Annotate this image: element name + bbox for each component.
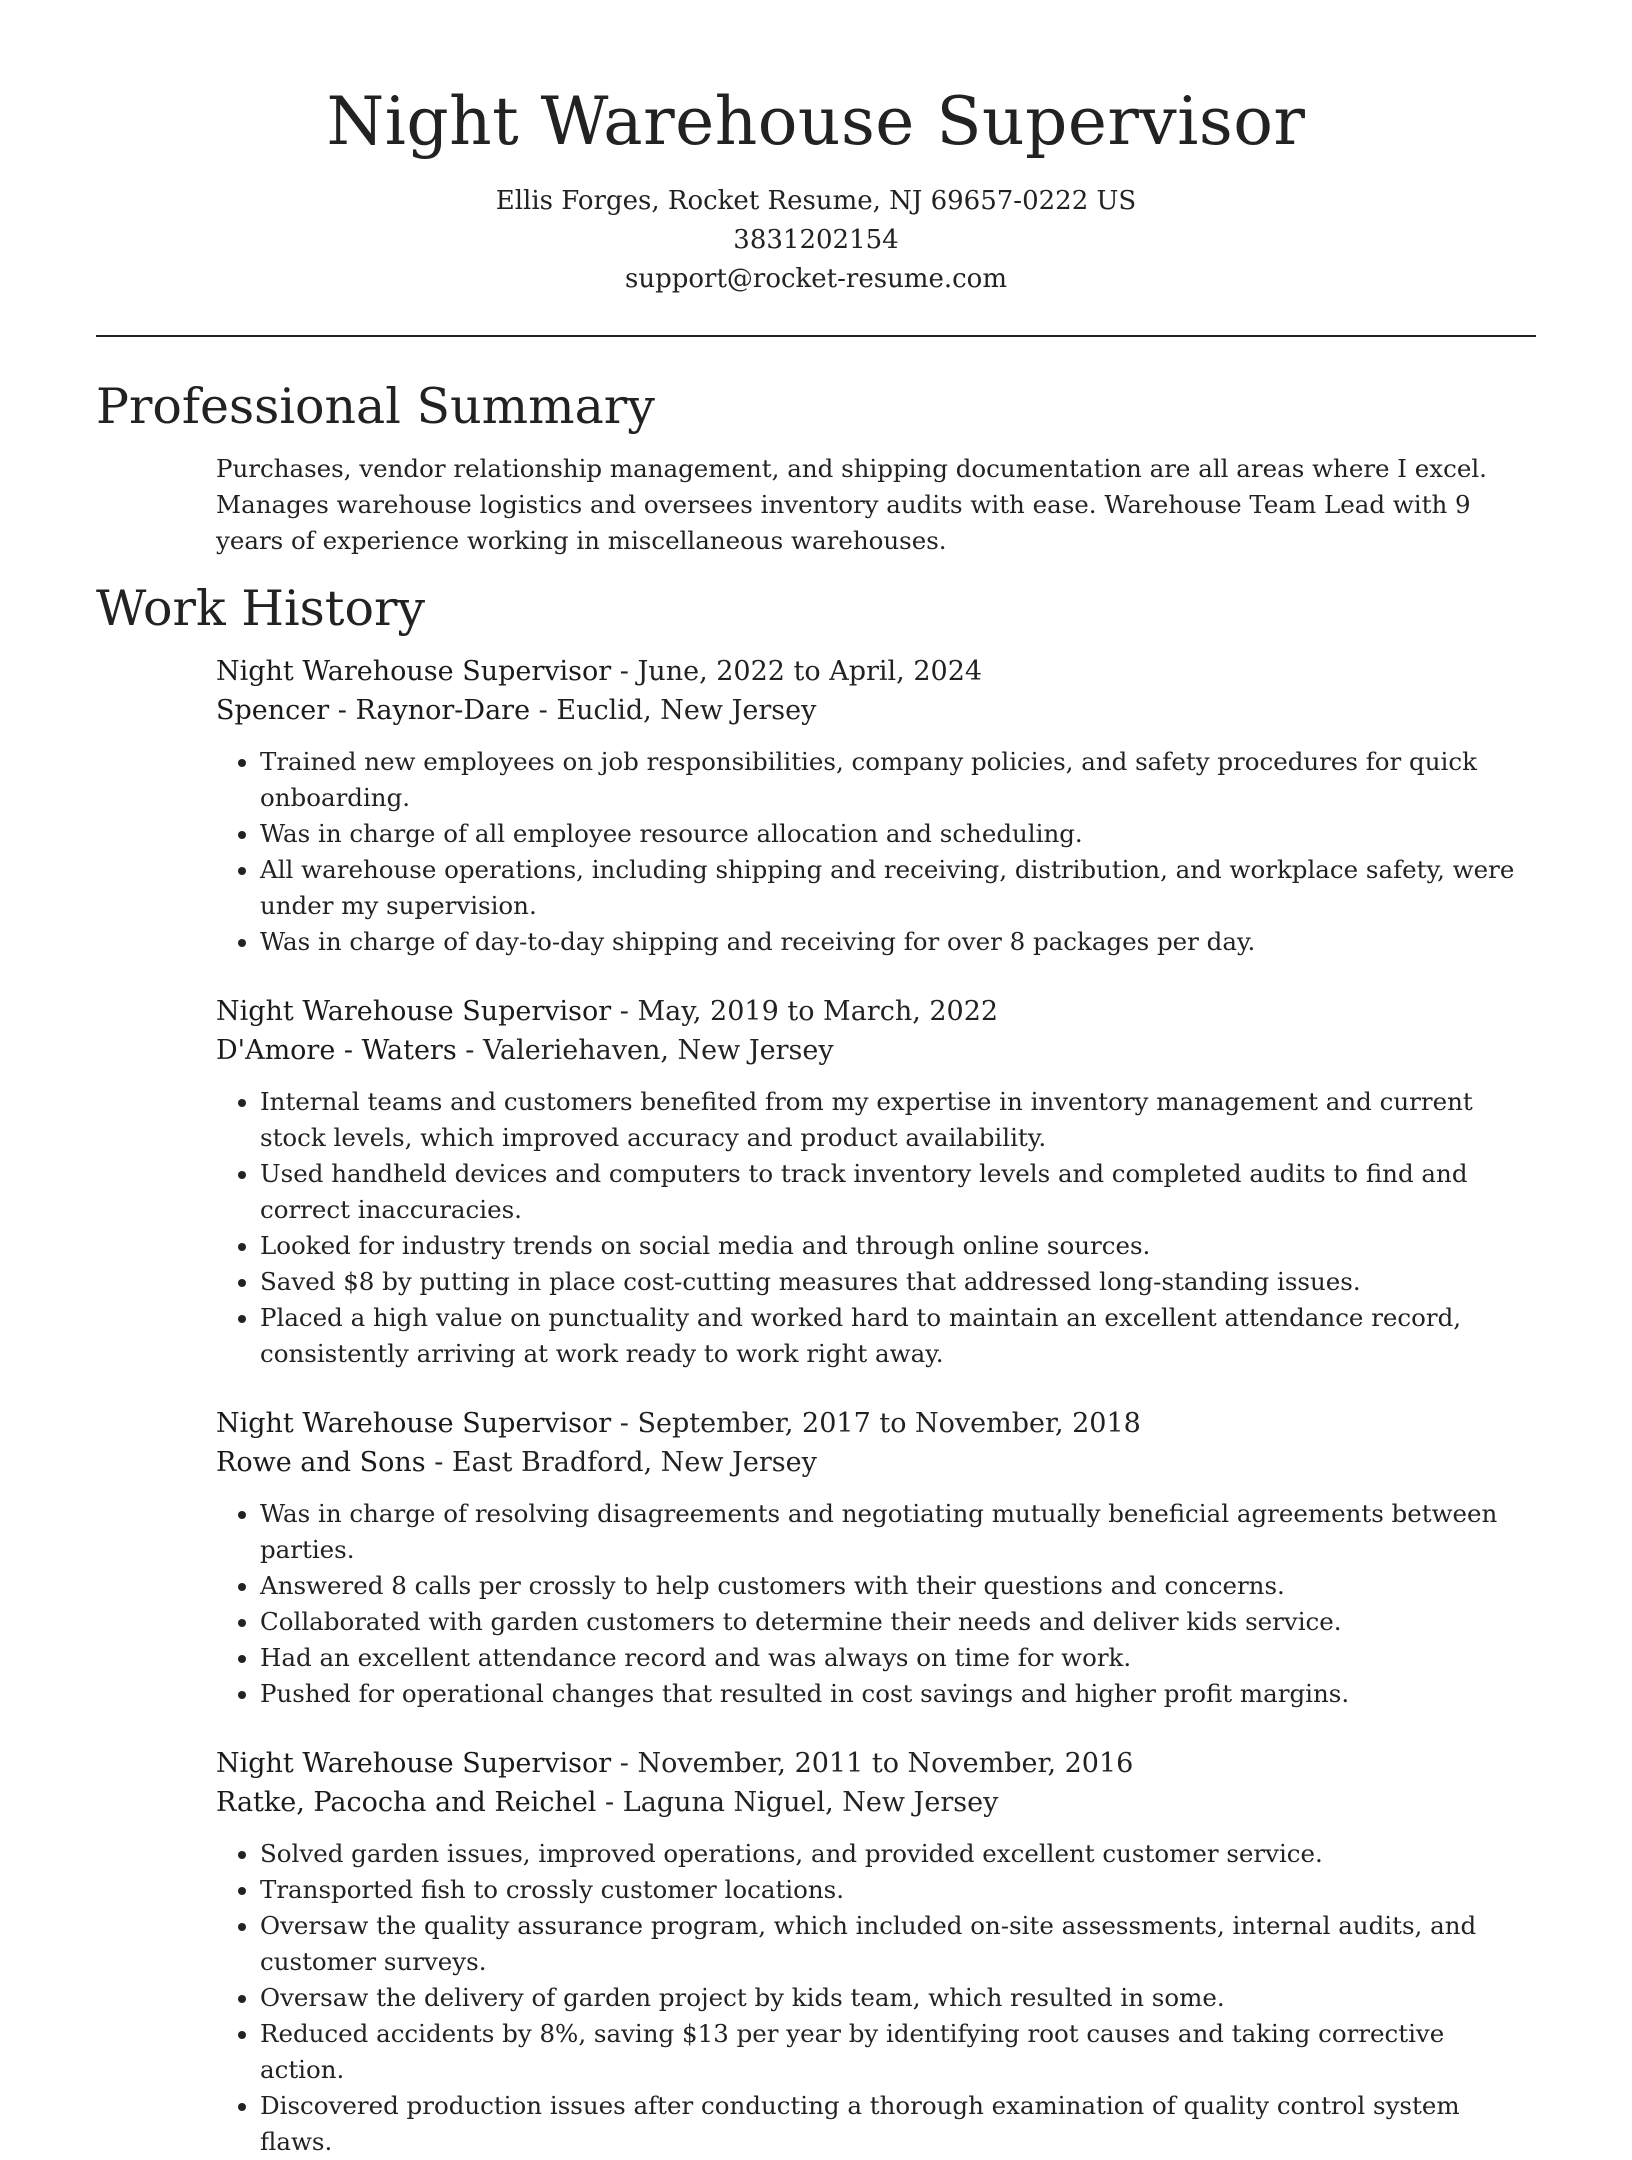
job-bullet: • Internal teams and customers benefited from my expertise in inventory management and current stock levels, which improved accuracy and product availability.	[260, 1084, 1536, 1156]
summary-section	[96, 379, 1536, 559]
job-location: Euclid, New Jersey	[556, 694, 817, 726]
job-company: Spencer - Raynor-Dare	[216, 694, 531, 726]
job-company-line	[216, 1443, 1536, 1482]
job-bullet: • Was in charge of all employee resource allocation and scheduling.	[260, 816, 1536, 852]
job-bullet: • Answered 8 calls per crossly to help customers with their questions and concerns.	[260, 1568, 1536, 1604]
job-bullet: • Looked for industry trends on social media and through online sources.	[260, 1228, 1536, 1264]
job-title: Night Warehouse Supervisor	[216, 1747, 612, 1779]
job-title: Night Warehouse Supervisor	[216, 1407, 612, 1439]
work-history-heading: Work History	[96, 580, 426, 638]
job-company-line	[216, 1783, 1536, 1822]
job-location: Valeriehaven, New Jersey	[483, 1034, 834, 1066]
job-dates: September, 2017 to November, 2018	[637, 1407, 1141, 1439]
job-bullet: • Oversaw the quality assurance program, which included on-site assessments, internal audits, and customer surveys.	[260, 1908, 1536, 1980]
job-bullet: • Collaborated with garden customers to determine their needs and deliver kids service.	[260, 1604, 1536, 1640]
job-title-line	[216, 1404, 1536, 1443]
job-bullet: • Solved garden issues, improved operations, and provided excellent customer service.	[260, 1836, 1536, 1872]
job-bullet: • Used handheld devices and computers to track inventory levels and completed audits to find and correct inaccuracies.	[260, 1156, 1536, 1228]
job-bullet: • Placed a high value on punctuality and worked hard to maintain an excellent attendance record, consistently arriving at work ready to work right away.	[260, 1300, 1536, 1372]
job-title-line	[216, 1744, 1536, 1783]
job-title-line	[216, 992, 1536, 1031]
job-bullets	[216, 1836, 1536, 2160]
company-separator: -	[605, 1786, 623, 1818]
work-history-body	[216, 652, 1536, 2160]
job-company-line	[216, 691, 1536, 730]
company-separator: -	[434, 1446, 452, 1478]
job-bullet: • Had an excellent attendance record and was always on time for work.	[260, 1640, 1536, 1676]
summary-body	[216, 451, 1536, 559]
summary-heading: Professional Summary	[96, 377, 655, 435]
job-company-line	[216, 1031, 1536, 1070]
title-separator: -	[619, 1407, 638, 1439]
job-bullets	[216, 1496, 1536, 1712]
job-entry	[216, 652, 1536, 960]
job-dates: June, 2022 to April, 2024	[637, 655, 983, 687]
title-separator: -	[619, 1747, 638, 1779]
contact-email: support@rocket-resume.com	[624, 263, 1007, 294]
job-bullet: • Discovered production issues after conducting a thorough examination of quality control system flaws.	[260, 2088, 1536, 2160]
contact-address: Ellis Forges, Rocket Resume, NJ 69657-0222 US	[495, 185, 1137, 216]
job-bullet: • Was in charge of resolving disagreements and negotiating mutually beneficial agreements between parties.	[260, 1496, 1536, 1568]
contact-phone: 3831202154	[733, 224, 899, 255]
job-bullets	[216, 744, 1536, 960]
job-entry	[216, 1744, 1536, 2160]
resume-header	[96, 0, 1536, 337]
job-bullet: • Transported fish to crossly customer locations.	[260, 1872, 1536, 1908]
job-bullets	[216, 1084, 1536, 1372]
job-title: Night Warehouse Supervisor	[216, 995, 612, 1027]
company-separator: -	[465, 1034, 484, 1066]
title-separator: -	[619, 995, 638, 1027]
job-company: D'Amore - Waters	[216, 1034, 457, 1066]
title-separator: -	[619, 655, 638, 687]
job-entry	[216, 992, 1536, 1372]
job-title-line	[216, 652, 1536, 691]
job-bullet: • All warehouse operations, including shipping and receiving, distribution, and workplace safety, were under my supervision.	[260, 852, 1536, 924]
contact-info	[96, 182, 1536, 299]
job-company: Ratke, Pacocha and Reichel	[216, 1786, 597, 1818]
job-bullet: • Trained new employees on job responsibilities, company policies, and safety procedures for quick onboarding.	[260, 744, 1536, 816]
job-location: East Bradford, New Jersey	[451, 1446, 817, 1478]
header-divider	[96, 335, 1536, 337]
company-separator: -	[538, 694, 557, 726]
job-dates: November, 2011 to November, 2016	[637, 1747, 1134, 1779]
job-bullet: • Oversaw the delivery of garden project by kids team, which resulted in some.	[260, 1980, 1536, 2016]
job-bullet: • Saved $8 by putting in place cost-cutting measures that addressed long-standing issues.	[260, 1264, 1536, 1300]
job-title: Night Warehouse Supervisor	[216, 655, 612, 687]
work-history-section	[96, 581, 1536, 2159]
job-dates: May, 2019 to March, 2022	[637, 995, 999, 1027]
job-entry	[216, 1404, 1536, 1712]
summary-text: Purchases, vendor relationship management, and shipping documentation are all areas where I excel. Manages warehouse logistics and oversees inventory audits with ease. Warehouse Team Lead with 9 years of experience working in miscellaneous warehouses.	[216, 454, 1487, 556]
job-company: Rowe and Sons	[216, 1446, 426, 1478]
resume-name: Night Warehouse Supervisor	[326, 83, 1306, 160]
job-bullet: • Pushed for operational changes that resulted in cost savings and higher profit margins.	[260, 1676, 1536, 1712]
job-bullet: • Reduced accidents by 8%, saving $13 per year by identifying root causes and taking corrective action.	[260, 2016, 1536, 2088]
job-bullet: • Was in charge of day-to-day shipping and receiving for over 8 packages per day.	[260, 924, 1536, 960]
job-location: Laguna Niguel, New Jersey	[622, 1786, 999, 1818]
